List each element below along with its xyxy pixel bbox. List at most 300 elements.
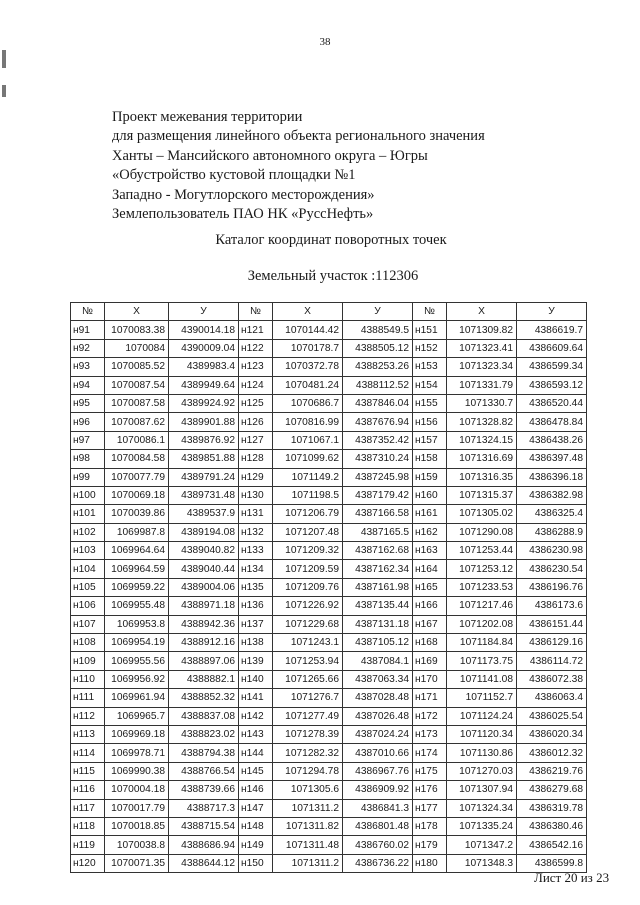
y-coordinate-cell: 4387676.94 (343, 413, 413, 431)
plot-title: Земельный участок :112306 (247, 268, 419, 284)
x-coordinate-cell: 1070084.58 (105, 450, 169, 468)
table-row (71, 505, 587, 523)
table-body (71, 321, 587, 873)
x-coordinate-cell: 1071316.69 (447, 450, 517, 468)
table-row (71, 560, 587, 578)
point-id-cell: н130 (239, 486, 273, 504)
x-coordinate-cell: 1069969.18 (105, 725, 169, 743)
y-coordinate-cell: 4387135.44 (343, 597, 413, 615)
point-id-cell: н137 (239, 615, 273, 633)
y-coordinate-cell: 4388112.52 (343, 376, 413, 394)
y-coordinate-cell: 4389949.64 (169, 376, 239, 394)
x-coordinate-cell: 1071229.68 (273, 615, 343, 633)
column-header: У (343, 303, 413, 321)
table-row (71, 468, 587, 486)
table-row (71, 670, 587, 688)
scan-edge-mark (2, 50, 6, 68)
x-coordinate-cell: 1071270.03 (447, 762, 517, 780)
y-coordinate-cell: 4389040.82 (169, 542, 239, 560)
x-coordinate-cell: 1071278.39 (273, 725, 343, 743)
column-header: № (413, 303, 447, 321)
x-coordinate-cell: 1071173.75 (447, 652, 517, 670)
x-coordinate-cell: 1071331.79 (447, 376, 517, 394)
point-id-cell: н109 (71, 652, 105, 670)
x-coordinate-cell: 1070071.35 (105, 854, 169, 872)
point-id-cell: н132 (239, 523, 273, 541)
point-id-cell: н162 (413, 523, 447, 541)
point-id-cell: н123 (239, 358, 273, 376)
x-coordinate-cell: 1070686.7 (273, 394, 343, 412)
y-coordinate-cell: 4388852.32 (169, 689, 239, 707)
x-coordinate-cell: 1070144.42 (273, 321, 343, 339)
table-row (71, 762, 587, 780)
y-coordinate-cell: 4386020.34 (517, 725, 587, 743)
x-coordinate-cell: 1070087.54 (105, 376, 169, 394)
x-coordinate-cell: 1069978.71 (105, 744, 169, 762)
point-id-cell: н180 (413, 854, 447, 872)
y-coordinate-cell: 4386619.7 (517, 321, 587, 339)
point-id-cell: н105 (71, 578, 105, 596)
point-id-cell: н96 (71, 413, 105, 431)
point-id-cell: н161 (413, 505, 447, 523)
x-coordinate-cell: 1071335.24 (447, 817, 517, 835)
x-coordinate-cell: 1071120.34 (447, 725, 517, 743)
y-coordinate-cell: 4386151.44 (517, 615, 587, 633)
table-row (71, 615, 587, 633)
point-id-cell: н156 (413, 413, 447, 431)
y-coordinate-cell: 4389901.88 (169, 413, 239, 431)
point-id-cell: н171 (413, 689, 447, 707)
table-header-row (71, 303, 587, 321)
y-coordinate-cell: 4386072.38 (517, 670, 587, 688)
point-id-cell: н167 (413, 615, 447, 633)
x-coordinate-cell: 1070372.78 (273, 358, 343, 376)
x-coordinate-cell: 1071316.35 (447, 468, 517, 486)
y-coordinate-cell: 4388644.12 (169, 854, 239, 872)
x-coordinate-cell: 1069954.19 (105, 634, 169, 652)
y-coordinate-cell: 4387352.42 (343, 431, 413, 449)
point-id-cell: н140 (239, 670, 273, 688)
point-id-cell: н163 (413, 542, 447, 560)
point-id-cell: н145 (239, 762, 273, 780)
x-coordinate-cell: 1071309.82 (447, 321, 517, 339)
point-id-cell: н112 (71, 707, 105, 725)
x-coordinate-cell: 1071207.48 (273, 523, 343, 541)
y-coordinate-cell: 4386196.76 (517, 578, 587, 596)
x-coordinate-cell: 1071305.6 (273, 781, 343, 799)
point-id-cell: н166 (413, 597, 447, 615)
x-coordinate-cell: 1071290.08 (447, 523, 517, 541)
y-coordinate-cell: 4386760.02 (343, 836, 413, 854)
x-coordinate-cell: 1071253.44 (447, 542, 517, 560)
point-id-cell: н116 (71, 781, 105, 799)
header-line: Проект межевания территории (112, 109, 303, 125)
x-coordinate-cell: 1071209.32 (273, 542, 343, 560)
table-row (71, 781, 587, 799)
y-coordinate-cell: 4389851.88 (169, 450, 239, 468)
table-row (71, 394, 587, 412)
y-coordinate-cell: 4387179.42 (343, 486, 413, 504)
x-coordinate-cell: 1069964.64 (105, 542, 169, 560)
x-coordinate-cell: 1070083.38 (105, 321, 169, 339)
x-coordinate-cell: 1071311.48 (273, 836, 343, 854)
point-id-cell: н148 (239, 817, 273, 835)
x-coordinate-cell: 1071198.5 (273, 486, 343, 504)
x-coordinate-cell: 1071348.3 (447, 854, 517, 872)
y-coordinate-cell: 4389004.06 (169, 578, 239, 596)
y-coordinate-cell: 4390009.04 (169, 339, 239, 357)
point-id-cell: н176 (413, 781, 447, 799)
y-coordinate-cell: 4386593.12 (517, 376, 587, 394)
table-row (71, 523, 587, 541)
y-coordinate-cell: 4386801.48 (343, 817, 413, 835)
y-coordinate-cell: 4387131.18 (343, 615, 413, 633)
x-coordinate-cell: 1070087.58 (105, 394, 169, 412)
x-coordinate-cell: 1071202.08 (447, 615, 517, 633)
table-row (71, 578, 587, 596)
x-coordinate-cell: 1071277.49 (273, 707, 343, 725)
table-row (71, 854, 587, 872)
point-id-cell: н147 (239, 799, 273, 817)
column-header: № (71, 303, 105, 321)
table-row (71, 744, 587, 762)
point-id-cell: н155 (413, 394, 447, 412)
y-coordinate-cell: 4388715.54 (169, 817, 239, 835)
table-row (71, 652, 587, 670)
page-number: 38 (319, 36, 331, 48)
point-id-cell: н158 (413, 450, 447, 468)
y-coordinate-cell: 4388897.06 (169, 652, 239, 670)
table-row (71, 634, 587, 652)
y-coordinate-cell: 4386396.18 (517, 468, 587, 486)
point-id-cell: н127 (239, 431, 273, 449)
x-coordinate-cell: 1071099.62 (273, 450, 343, 468)
y-coordinate-cell: 4386279.68 (517, 781, 587, 799)
y-coordinate-cell: 4387846.04 (343, 394, 413, 412)
point-id-cell: н95 (71, 394, 105, 412)
x-coordinate-cell: 1070086.1 (105, 431, 169, 449)
point-id-cell: н173 (413, 725, 447, 743)
point-id-cell: н122 (239, 339, 273, 357)
table-row (71, 358, 587, 376)
header-line: Ханты – Мансийского автономного округа – Югры (112, 147, 428, 164)
point-id-cell: н114 (71, 744, 105, 762)
x-coordinate-cell: 1071324.15 (447, 431, 517, 449)
x-coordinate-cell: 1071328.82 (447, 413, 517, 431)
x-coordinate-cell: 1071124.24 (447, 707, 517, 725)
y-coordinate-cell: 4386230.54 (517, 560, 587, 578)
y-coordinate-cell: 4386967.76 (343, 762, 413, 780)
point-id-cell: н110 (71, 670, 105, 688)
point-id-cell: н133 (239, 542, 273, 560)
y-coordinate-cell: 4386325.4 (517, 505, 587, 523)
y-coordinate-cell: 4386599.8 (517, 854, 587, 872)
point-id-cell: н108 (71, 634, 105, 652)
point-id-cell: н177 (413, 799, 447, 817)
x-coordinate-cell: 1069961.94 (105, 689, 169, 707)
y-coordinate-cell: 4387084.1 (343, 652, 413, 670)
x-coordinate-cell: 1071226.92 (273, 597, 343, 615)
x-coordinate-cell: 1071130.86 (447, 744, 517, 762)
point-id-cell: н168 (413, 634, 447, 652)
y-coordinate-cell: 4386063.4 (517, 689, 587, 707)
point-id-cell: н178 (413, 817, 447, 835)
coordinates-table (70, 302, 587, 873)
point-id-cell: н151 (413, 321, 447, 339)
point-id-cell: н138 (239, 634, 273, 652)
point-id-cell: н160 (413, 486, 447, 504)
point-id-cell: н169 (413, 652, 447, 670)
point-id-cell: н121 (239, 321, 273, 339)
point-id-cell: н102 (71, 523, 105, 541)
table-row (71, 707, 587, 725)
point-id-cell: н97 (71, 431, 105, 449)
y-coordinate-cell: 4389040.44 (169, 560, 239, 578)
table-row (71, 413, 587, 431)
x-coordinate-cell: 1070004.18 (105, 781, 169, 799)
y-coordinate-cell: 4386438.26 (517, 431, 587, 449)
x-coordinate-cell: 1069990.38 (105, 762, 169, 780)
table-row (71, 450, 587, 468)
y-coordinate-cell: 4386478.84 (517, 413, 587, 431)
column-header: X (105, 303, 169, 321)
y-coordinate-cell: 4386025.54 (517, 707, 587, 725)
x-coordinate-cell: 1070084 (105, 339, 169, 357)
x-coordinate-cell: 1071253.12 (447, 560, 517, 578)
point-id-cell: н165 (413, 578, 447, 596)
y-coordinate-cell: 4387162.68 (343, 542, 413, 560)
x-coordinate-cell: 1070018.85 (105, 817, 169, 835)
point-id-cell: н149 (239, 836, 273, 854)
x-coordinate-cell: 1069987.8 (105, 523, 169, 541)
point-id-cell: н115 (71, 762, 105, 780)
x-coordinate-cell: 1069955.48 (105, 597, 169, 615)
x-coordinate-cell: 1071067.1 (273, 431, 343, 449)
point-id-cell: н117 (71, 799, 105, 817)
y-coordinate-cell: 4387010.66 (343, 744, 413, 762)
point-id-cell: н124 (239, 376, 273, 394)
y-coordinate-cell: 4386219.76 (517, 762, 587, 780)
point-id-cell: н170 (413, 670, 447, 688)
column-header: У (517, 303, 587, 321)
y-coordinate-cell: 4388837.08 (169, 707, 239, 725)
table-row (71, 431, 587, 449)
point-id-cell: н125 (239, 394, 273, 412)
x-coordinate-cell: 1071294.78 (273, 762, 343, 780)
x-coordinate-cell: 1070017.79 (105, 799, 169, 817)
x-coordinate-cell: 1069955.56 (105, 652, 169, 670)
x-coordinate-cell: 1071141.08 (447, 670, 517, 688)
header-line: для размещения линейного объекта регионального значения (112, 128, 485, 145)
x-coordinate-cell: 1071276.7 (273, 689, 343, 707)
point-id-cell: н172 (413, 707, 447, 725)
sheet-label: Лист 20 из 23 (534, 870, 610, 885)
x-coordinate-cell: 1071347.2 (447, 836, 517, 854)
y-coordinate-cell: 4386319.78 (517, 799, 587, 817)
table-row (71, 725, 587, 743)
x-coordinate-cell: 1069964.59 (105, 560, 169, 578)
y-coordinate-cell: 4386542.16 (517, 836, 587, 854)
y-coordinate-cell: 4387063.34 (343, 670, 413, 688)
y-coordinate-cell: 4387028.48 (343, 689, 413, 707)
x-coordinate-cell: 1071265.66 (273, 670, 343, 688)
y-coordinate-cell: 4386114.72 (517, 652, 587, 670)
point-id-cell: н106 (71, 597, 105, 615)
point-id-cell: н91 (71, 321, 105, 339)
y-coordinate-cell: 4389194.08 (169, 523, 239, 541)
point-id-cell: н107 (71, 615, 105, 633)
table-row (71, 597, 587, 615)
header-line: Землепользователь ПАО НК «РуссНефть» (112, 206, 374, 223)
y-coordinate-cell: 4387166.58 (343, 505, 413, 523)
point-id-cell: н136 (239, 597, 273, 615)
y-coordinate-cell: 4389924.92 (169, 394, 239, 412)
column-header: X (273, 303, 343, 321)
header-line: Западно - Могутлорского месторождения» (112, 186, 375, 203)
y-coordinate-cell: 4388549.5 (343, 321, 413, 339)
point-id-cell: н129 (239, 468, 273, 486)
y-coordinate-cell: 4387026.48 (343, 707, 413, 725)
y-coordinate-cell: 4387024.24 (343, 725, 413, 743)
point-id-cell: н146 (239, 781, 273, 799)
y-coordinate-cell: 4389876.92 (169, 431, 239, 449)
x-coordinate-cell: 1071305.02 (447, 505, 517, 523)
y-coordinate-cell: 4386382.98 (517, 486, 587, 504)
point-id-cell: н103 (71, 542, 105, 560)
y-coordinate-cell: 4386599.34 (517, 358, 587, 376)
table-row (71, 836, 587, 854)
x-coordinate-cell: 1071233.53 (447, 578, 517, 596)
y-coordinate-cell: 4386841.3 (343, 799, 413, 817)
point-id-cell: н164 (413, 560, 447, 578)
y-coordinate-cell: 4388717.3 (169, 799, 239, 817)
point-id-cell: н126 (239, 413, 273, 431)
table-row (71, 339, 587, 357)
x-coordinate-cell: 1071152.7 (447, 689, 517, 707)
x-coordinate-cell: 1070178.7 (273, 339, 343, 357)
point-id-cell: н101 (71, 505, 105, 523)
y-coordinate-cell: 4386129.16 (517, 634, 587, 652)
point-id-cell: н131 (239, 505, 273, 523)
point-id-cell: н118 (71, 817, 105, 835)
point-id-cell: н93 (71, 358, 105, 376)
x-coordinate-cell: 1070816.99 (273, 413, 343, 431)
table-row (71, 486, 587, 504)
y-coordinate-cell: 4388253.26 (343, 358, 413, 376)
y-coordinate-cell: 4389537.9 (169, 505, 239, 523)
x-coordinate-cell: 1071206.79 (273, 505, 343, 523)
y-coordinate-cell: 4387161.98 (343, 578, 413, 596)
x-coordinate-cell: 1069953.8 (105, 615, 169, 633)
x-coordinate-cell: 1070481.24 (273, 376, 343, 394)
table-row (71, 799, 587, 817)
y-coordinate-cell: 4387310.24 (343, 450, 413, 468)
y-coordinate-cell: 4388794.38 (169, 744, 239, 762)
point-id-cell: н120 (71, 854, 105, 872)
point-id-cell: н154 (413, 376, 447, 394)
x-coordinate-cell: 1070039.86 (105, 505, 169, 523)
x-coordinate-cell: 1071209.76 (273, 578, 343, 596)
y-coordinate-cell: 4386520.44 (517, 394, 587, 412)
point-id-cell: н143 (239, 725, 273, 743)
point-id-cell: н179 (413, 836, 447, 854)
x-coordinate-cell: 1071311.2 (273, 799, 343, 817)
y-coordinate-cell: 4388766.54 (169, 762, 239, 780)
x-coordinate-cell: 1070077.79 (105, 468, 169, 486)
y-coordinate-cell: 4389983.4 (169, 358, 239, 376)
x-coordinate-cell: 1071330.7 (447, 394, 517, 412)
x-coordinate-cell: 1069959.22 (105, 578, 169, 596)
table-row (71, 817, 587, 835)
x-coordinate-cell: 1071209.59 (273, 560, 343, 578)
x-coordinate-cell: 1071149.2 (273, 468, 343, 486)
table-row (71, 376, 587, 394)
x-coordinate-cell: 1070069.18 (105, 486, 169, 504)
x-coordinate-cell: 1070085.52 (105, 358, 169, 376)
y-coordinate-cell: 4388739.66 (169, 781, 239, 799)
y-coordinate-cell: 4387105.12 (343, 634, 413, 652)
x-coordinate-cell: 1071253.94 (273, 652, 343, 670)
y-coordinate-cell: 4388912.16 (169, 634, 239, 652)
y-coordinate-cell: 4390014.18 (169, 321, 239, 339)
point-id-cell: н159 (413, 468, 447, 486)
x-coordinate-cell: 1069965.7 (105, 707, 169, 725)
x-coordinate-cell: 1071184.84 (447, 634, 517, 652)
point-id-cell: н175 (413, 762, 447, 780)
point-id-cell: н119 (71, 836, 105, 854)
y-coordinate-cell: 4386288.9 (517, 523, 587, 541)
x-coordinate-cell: 1071323.41 (447, 339, 517, 357)
point-id-cell: н113 (71, 725, 105, 743)
y-coordinate-cell: 4386397.48 (517, 450, 587, 468)
x-coordinate-cell: 1069956.92 (105, 670, 169, 688)
y-coordinate-cell: 4388823.02 (169, 725, 239, 743)
y-coordinate-cell: 4386380.46 (517, 817, 587, 835)
point-id-cell: н157 (413, 431, 447, 449)
catalog-title: Каталог координат поворотных точек (215, 232, 447, 248)
y-coordinate-cell: 4388505.12 (343, 339, 413, 357)
y-coordinate-cell: 4386609.64 (517, 339, 587, 357)
point-id-cell: н94 (71, 376, 105, 394)
point-id-cell: н174 (413, 744, 447, 762)
x-coordinate-cell: 1071324.34 (447, 799, 517, 817)
x-coordinate-cell: 1071311.2 (273, 854, 343, 872)
column-header: X (447, 303, 517, 321)
table-row (71, 321, 587, 339)
x-coordinate-cell: 1071282.32 (273, 744, 343, 762)
point-id-cell: н150 (239, 854, 273, 872)
table-row (71, 689, 587, 707)
y-coordinate-cell: 4388686.94 (169, 836, 239, 854)
y-coordinate-cell: 4388942.36 (169, 615, 239, 633)
point-id-cell: н141 (239, 689, 273, 707)
point-id-cell: н98 (71, 450, 105, 468)
point-id-cell: н135 (239, 578, 273, 596)
point-id-cell: н144 (239, 744, 273, 762)
document-header (112, 108, 572, 224)
x-coordinate-cell: 1071323.34 (447, 358, 517, 376)
x-coordinate-cell: 1070087.62 (105, 413, 169, 431)
y-coordinate-cell: 4386012.32 (517, 744, 587, 762)
y-coordinate-cell: 4387162.34 (343, 560, 413, 578)
point-id-cell: н153 (413, 358, 447, 376)
point-id-cell: н142 (239, 707, 273, 725)
y-coordinate-cell: 4387245.98 (343, 468, 413, 486)
point-id-cell: н100 (71, 486, 105, 504)
point-id-cell: н128 (239, 450, 273, 468)
scan-edge-mark (2, 85, 6, 97)
header-line: «Обустройство кустовой площадки №1 (112, 167, 356, 184)
